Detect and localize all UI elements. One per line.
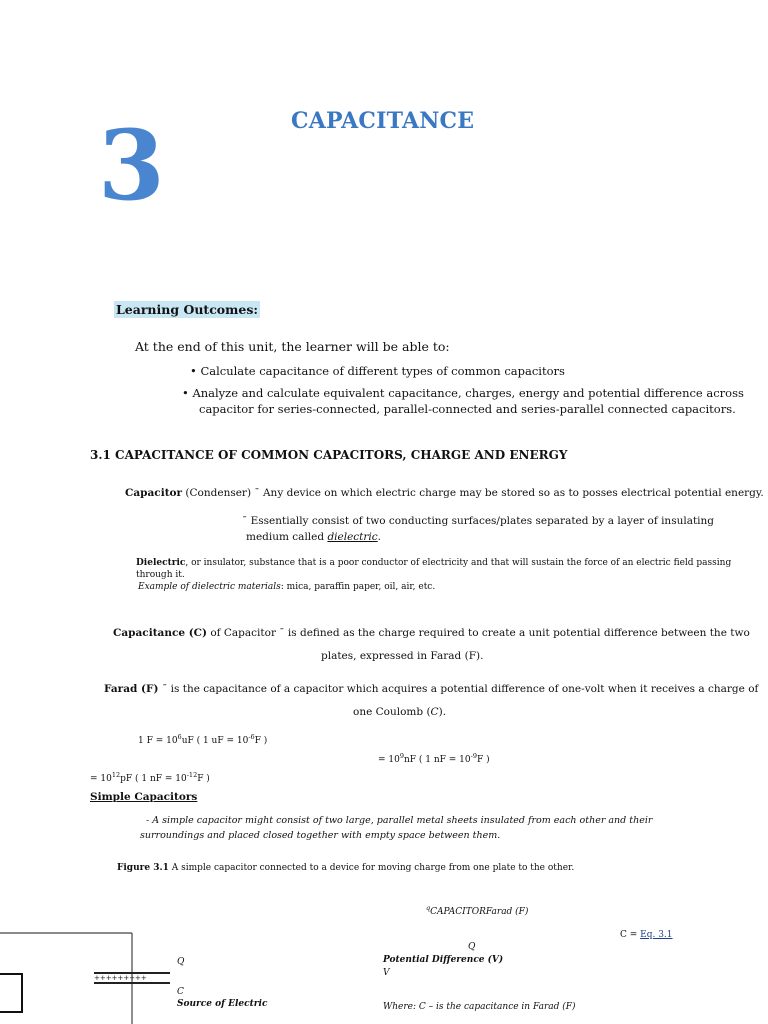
pf-exponent: 12	[111, 771, 121, 779]
simple-capacitors-heading: Simple Capacitors	[90, 791, 198, 803]
source-of-electric-label: Source of Electric	[177, 999, 268, 1009]
pf-exponent-2: -12	[186, 771, 198, 779]
learning-outcomes-intro: At the end of this unit, the learner will be able to:	[135, 339, 450, 354]
capacitance-of: of Capacitor	[207, 627, 280, 639]
c-equals: C =	[620, 930, 641, 940]
unit-microfarad	[138, 733, 267, 746]
nf-exponent-2: -9	[470, 752, 477, 760]
capacitor-def-prefix: medium called	[246, 531, 328, 543]
simple-capacitors-text-1: - A simple capacitor might consist of two large, parallel metal sheets insulated from each other and their	[146, 815, 653, 826]
where-clause: Where: C – is the capacitance in Farad (F)	[383, 1002, 576, 1012]
capacitance-definition	[113, 627, 750, 639]
voltage-v-label: V	[383, 968, 390, 978]
nf-part-c: F )	[476, 755, 490, 765]
nf-exponent: 9	[399, 752, 404, 760]
learning-outcomes-heading: Learning Outcomes:	[116, 302, 258, 317]
capacitance-term: Capacitance (C)	[113, 627, 207, 639]
potential-difference-label: Potential Difference (V)	[383, 955, 504, 965]
dash-mark: ¯	[254, 487, 260, 499]
dash-mark: ¯	[162, 683, 168, 695]
capacitor-def-text-2a: Essentially consist of two conducting surfaces/plates separated by a layer of insulating	[247, 515, 715, 527]
dash-mark: ¯	[242, 515, 248, 527]
outcome-bullet-2-continued: capacitor for series-connected, parallel-connected and series-parallel connected capacitors.	[199, 402, 736, 416]
unit-nanofarad	[378, 752, 490, 765]
unit-picofarad	[90, 771, 210, 784]
capacitor-farad-label	[426, 904, 528, 917]
chapter-number: 3	[98, 109, 165, 222]
dielectric-term: Dielectric	[136, 558, 186, 568]
uf-exponent: 6	[177, 733, 182, 741]
plate-charges: +++++++++	[94, 974, 147, 982]
capacitance-def-1: is defined as the charge required to create a unit potential difference between the two	[284, 627, 750, 639]
figure-caption	[117, 863, 574, 873]
charge-source-box	[0, 974, 22, 1012]
diagram-q-label: Q	[177, 957, 185, 967]
nf-part-b: nF ( 1 nF = 10	[404, 755, 471, 765]
farad-def-2	[353, 706, 446, 718]
capacitor-def-line-2b	[246, 531, 381, 543]
capacitor-term: Capacitor	[125, 487, 183, 499]
capacitance-def-2: plates, expressed in Farad (F).	[321, 650, 484, 662]
capacitor-farad-text: CAPACITORFarad (F)	[430, 907, 529, 917]
farad-def-2a: one Coulomb (	[353, 706, 431, 718]
dielectric-example-label: Example of dielectric materials	[138, 582, 281, 592]
coulomb-symbol: C	[430, 706, 439, 718]
pf-part-b: pF ( 1 nF = 10	[120, 774, 187, 784]
capacitor-definition	[125, 487, 764, 499]
section-heading: 3.1 CAPACITANCE OF COMMON CAPACITORS, CHARGE AND ENERGY	[90, 448, 568, 462]
uf-part-a: 1 F = 10	[138, 736, 178, 746]
dielectric-link[interactable]: dielectric	[327, 531, 378, 543]
dash-mark: ¯	[279, 627, 285, 639]
pf-part-c: F )	[197, 774, 210, 784]
capacitor-def-line-1: Any device on which electric charge may be stored so as to posses electrical potential energy.	[259, 487, 764, 499]
capacitor-circuit-diagram	[0, 928, 200, 1024]
dielectric-def-1: , or insulator, substance that is a poor conductor of electricity and that will sustain the force of an electric field passing	[185, 558, 732, 568]
capacitor-bottom-plate	[94, 982, 170, 984]
nf-part-a: = 10	[378, 755, 400, 765]
capacitor-alt-name: (Condenser)	[182, 487, 255, 499]
dielectric-def-2: through it.	[136, 570, 185, 580]
q-mark: q	[426, 904, 431, 912]
uf-part-b: uF ( 1 uF = 10	[181, 736, 249, 746]
chapter-title: CAPACITANCE	[291, 108, 475, 134]
diagram-c-label: C	[177, 987, 184, 997]
farad-definition	[104, 683, 758, 695]
dielectric-definition	[136, 558, 731, 568]
outcome-bullet-1: • Calculate capacitance of different types of common capacitors	[190, 364, 565, 378]
capacitance-equation	[620, 930, 673, 940]
figure-caption-text: A simple capacitor connected to a device for moving charge from one plate to the other.	[168, 863, 575, 873]
capacitor-def-suffix: .	[377, 531, 382, 543]
figure-label: Figure 3.1	[117, 863, 169, 873]
uf-part-c: F )	[254, 736, 268, 746]
simple-capacitors-text-2: surroundings and placed closed together with empty space between them.	[140, 830, 501, 841]
farad-def-2c: ).	[438, 706, 447, 718]
equation-reference-link[interactable]: Eq. 3.1	[640, 930, 673, 940]
outcome-bullet-2: • Analyze and calculate equivalent capacitance, charges, energy and potential difference across	[182, 386, 744, 400]
dielectric-example	[138, 582, 435, 592]
farad-def-1: is the capacitance of a capacitor which acquires a potential difference of one-volt when it receives a charge of	[167, 683, 759, 695]
dielectric-example-text: : mica, paraffin paper, oil, air, etc.	[280, 582, 436, 592]
capacitor-def-line-2a	[242, 515, 714, 527]
pf-part-a: = 10	[90, 774, 112, 784]
uf-exponent-2: -6	[248, 733, 255, 741]
charge-q-label: Q	[468, 942, 476, 952]
farad-term: Farad (F)	[104, 683, 163, 695]
